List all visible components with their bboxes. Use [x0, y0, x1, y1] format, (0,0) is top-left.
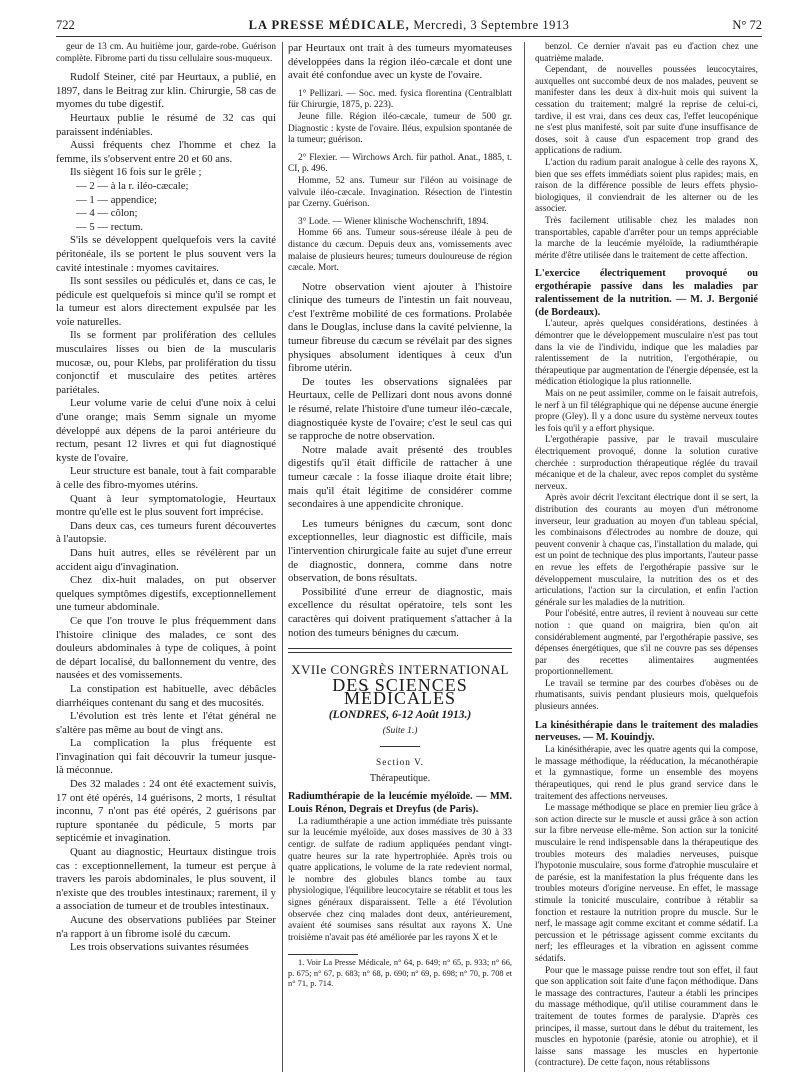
- observation-ref: 3° Lode. — Wiener klinische Wochenschrift, 1894.: [298, 216, 489, 227]
- paragraph: La radiumthérapie a une action immédiate très puissante sur la leucémie myéloïde, aux doses massives de 30 à 33 centigr. de sulfate de radium appliquées pendant vingt-quatre heures sur la rate hypertrophiée. Après trois ou quatre applications, le volume de la rate redevient normal, le nombre des globules blancs tombe au taux physiologique, l'équilibre leucocytaire se rétablit et tous les signes généraux disparaissent. Telle a été l'évolution observée chez cinq malades dont deux, antérieurement, avaient été soumises sans résultat aux rayons X. Une troisième n'avait pas été améliorée par les rayons X et le: [288, 816, 512, 943]
- article-heading: L'exercice électriquement provoqué ou ergothérapie passive dans les maladies par ralentissement de la nutrition. — M. J. Bergonié (de Bordeaux).: [535, 268, 758, 318]
- paragraph: Quant au diagnostic, Heurtaux distingue trois cas : exceptionnellement, la tumeur est perçue à travers les parois abdominales, le plus souvent, il n'existe que des troubles intestinaux; rarement, il y a association de tumeur et de troubles intestinaux.: [56, 846, 276, 913]
- location-list: [56, 180, 276, 234]
- paragraph: Dans huit autres, elles se révélèrent par un accident aigu d'invagination.: [56, 546, 276, 573]
- footnote-rule: [288, 954, 358, 955]
- paragraph: Ils sont sessiles ou pédiculés et, dans ce cas, le pédicule est quelquefois si mince qu'il se rompt et la tumeur est alors directement expulsée par les voie naturelles.: [56, 275, 276, 328]
- paragraph: S'ils se développent quelquefois vers la cavité péritonéale, ils se portent le plus souvent vers la cavité intestinale : myomes cavitaires.: [56, 234, 276, 274]
- paragraph: Leur structure est banale, tout à fait comparable à celle des fibro-myomes utérins.: [56, 465, 276, 491]
- page-header: [56, 16, 762, 36]
- column-divider-2: [524, 42, 525, 1072]
- observation-text: Jeune fille. Région iléo-cæcale, tumeur de 500 gr. Diagnostic : kyste de l'ovaire. Iléus, expulsion spontanée de la tumeur; guérison.: [288, 111, 512, 146]
- paragraph: L'action du radium parait analogue à celle des rayons X, bien que ses effets immédiats soient plus rapides; mais, en raison de la différence possible de leurs effets physio-biologiques, il conviendrait de les alterner ou de les associer.: [535, 157, 758, 215]
- section-rule: [288, 648, 512, 653]
- paragraph: Mais on ne peut assimiler, comme on le faisait autrefois, le nerf à un fil télégraphique qui ne dépense aucune énergie propre (Gley). Il y a donc usure du système nerveux toutes les fois qu'il y a effort physique.: [535, 389, 758, 434]
- paragraph: Dans deux cas, ces tumeurs furent découvertes à l'autopsie.: [56, 519, 276, 546]
- observations-list: [288, 89, 512, 275]
- observation-text: Homme 66 ans. Tumeur sous-séreuse iléale à peu de distance du cæcum. Depuis deux ans, vomissements avec malaise de plusieurs heures; tumeurs douloureuse de région cæcale. Mort.: [288, 228, 512, 274]
- congress-location: (LONDRES, 6-12 Août 1913.): [328, 708, 472, 721]
- running-title: [56, 18, 762, 33]
- footnote: 1. Voir La Presse Médicale, n° 64, p. 649; n° 65, p. 933; n° 66, p. 675; n° 67, p. 683; n° 68, p. 690; n° 69, p. 698; n° 70, p. 708 et n° 71, p. 714.: [288, 958, 512, 989]
- continued-note: (Suite 1.): [382, 725, 418, 736]
- paragraph: par Heurtaux ont trait à des tumeurs myomateuses développées dans la région iléo-cæcale et dont une avait été confondue avec un kyste de l'ovaire.: [288, 42, 512, 82]
- paragraph: L'évolution est très lente et l'état général ne s'altère pas même au bout de vingt ans.: [56, 710, 276, 736]
- article-heading: Radiumthérapie de la leucémie myéloïde. — MM. Louis Rénon, Degrais et Dreyfus (de Paris).: [288, 791, 512, 816]
- paragraph: benzol. Ce dernier n'avait pas eu d'action chez une quatrième malade.: [535, 42, 758, 64]
- page-number: 722: [56, 18, 75, 32]
- section-label: Section V.: [376, 758, 424, 769]
- paragraph: Heurtaux publie le résumé de 32 cas qui paraissent indéniables.: [56, 111, 276, 138]
- paragraph: Les tumeurs bénignes du cæcum, sont donc exceptionnelles, leur diagnostic est difficile, mais l'intervention chirurgicale faite au sujet d'une erreur de diagnostic, donnera, comme dans notre observation, de bons résultats.: [288, 517, 512, 585]
- paragraph: De toutes les observations signalées par Heurtaux, celle de Pellizari dont nous avons donné le résumé, relate l'histoire d'une tumeur iléo-cæcale, diagnostiquée kyste de l'ovaire; c'est le seul cas qui se rapproche de notre observation.: [288, 375, 512, 443]
- column-divider-1: [282, 42, 283, 1072]
- paragraph: Rudolf Steiner, cité par Heurtaux, a publié, en 1897, dans le Beitrag zur klin. Chirurgie, 58 cas de myomes du tube digestif.: [56, 71, 276, 111]
- paragraph: Ce que l'on trouve le plus fréquemment dans l'histoire clinique des malades, ce sont des douleurs abdominales à type de coliques, à point de départ localisé, du ballonnement du ventre, des nausées et des vomissements.: [56, 614, 276, 682]
- congress-subtitle: DES SCIENCES MÉDICALES: [332, 674, 468, 709]
- list-item: — 1 — appendice;: [76, 193, 158, 206]
- paragraph: Notre malade avait présenté des troubles digestifs qu'il était difficile de rattacher à une tumeur cæcale : la fosse iliaque droite était libre; mais qu'il était légitime de considérer comme secondaires à une appendicite chronique.: [288, 443, 512, 511]
- paragraph: L'auteur, après quelques considérations, destinées à démontrer que le développement musculaire n'est pas tout dans la vie de l'individu, indique que les maladies par ralentissement de la nutrition, l'ergothérapie, ou thérapeutique par augmentation de l'énergie dépensée, est la médication étiologique la plus rationnelle.: [535, 319, 758, 388]
- paragraph: Des 32 malades : 24 ont été exactement suivis, 17 ont été opérés, 14 guérisons, 2 morts, 1 résultat inconnu, 7 n'ont pas été opérés, 2 guérisons par rupture spontanée du pédicule, 5 morts par septicémie et invagination.: [56, 778, 276, 845]
- paragraph: Après avoir décrit l'excitant électrique dont il se sert, la distribution des courants au moyen d'un métronome inverseur, leur graduation au moyen d'un tableau spécial, les combinaisons d'électrodes au nombre de douze, qui peuvent convenir à chaque cas, l'installation du malade, qui est un point de technique des plus importants, l'auteur passe en revue les effets de l'ergothérapie passive sur le développement musculaire, la nutrition des os et des articulations, l'action sur la circulation, et enfin l'action générale sur les maladies de la nutrition.: [535, 493, 758, 608]
- paragraph: La constipation est habituelle, avec débâcles diarrhéiques contenant du sang et des mucosités.: [56, 682, 276, 709]
- paragraph: Leur volume varie de celui d'une noix à celui d'une orange; mais Semm signale un myome développé aux dépens de la paroi antérieure du rectum, pesant 12 livres et qui fut diagnostiqué kyste de l'ovaire.: [56, 397, 276, 464]
- paragraph: Cependant, de nouvelles poussées leucocytaires, auxquelles ont succombé deux de nos malades, peuvent se manifester dans les deux à dix-huit mois qui suivent la cessation du traitement; malgré la reprise de celui-ci, tardive, il est vrai, dans ces deux cas, l'effet leucopénique ne s'est plus manifesté, soit par suite d'une insuffisance de doses, soit à cause d'un espacement trop grand des applications de radium.: [535, 65, 758, 157]
- paragraph: Possibilité d'une erreur de diagnostic, mais excellence du résultat opératoire, tels sont les caractères qui doivent pratiquement s'attacher à la notion des tumeurs bénignes du cæcum.: [288, 585, 512, 639]
- paragraph: Ils siègent 16 fois sur le grêle ;: [70, 166, 202, 179]
- congress-title: XVIIe CONGRÈS INTERNATIONAL: [291, 662, 509, 678]
- observation-text: Homme, 52 ans. Tumeur sur l'iléon au voisinage de valvule iléo-cæcale. Invagination. Résection de l'intestin par Czerny. Guérison.: [288, 175, 512, 210]
- article-heading: La kinésithérapie dans le traitement des maladies nerveuses. — M. Kouindjy.: [535, 719, 758, 744]
- divider: [380, 746, 420, 747]
- paragraph: Très facilement utilisable chez les malades non transportables, capable d'arrêter pour un temps appréciable la marche de la leucémie myéloïde, la radiumthérapie mérite d'être utilisée dans le traitement de cette affection.: [535, 215, 758, 261]
- issue-number: N° 72: [732, 18, 762, 32]
- observation-ref: 2° Flexier. — Wirchows Arch. für pathol. Anat., 1885, t. CI, p. 496.: [288, 152, 512, 175]
- observation-ref: 1° Pellizari. — Soc. med. fysica florentina (Centralblatt für Chirurgie, 1875, p. 223).: [288, 88, 512, 111]
- column-3: [535, 42, 758, 1072]
- list-item: — 5 — rectum.: [76, 220, 144, 233]
- paragraph: Les trois observations suivantes résumées: [70, 941, 249, 954]
- list-item: — 4 — côlon;: [76, 207, 138, 220]
- journal-title: LA PRESSE MÉDICALE,: [248, 18, 410, 32]
- section-title: Thérapeutique.: [369, 772, 431, 784]
- paragraph: L'ergothérapie passive, par le travail musculaire électriquement provoqué, donne la solution curative cherchée : surproduction thérapeutique réglée du travail mécanique et de la chaleur, avec repos complet du système nerveux.: [535, 435, 758, 492]
- column-2: [288, 42, 512, 1072]
- paragraph: Aussi fréquents chez l'homme et chez la femme, ils s'observent entre 20 et 60 ans.: [56, 139, 276, 165]
- paragraph: Le massage méthodique se place en premier lieu grâce à son action directe sur le muscle et aussi grâce à son action sur la fibre nerveuse elle-même. Son action sur la tonicité musculaire le rend indispensable dans la thérapeutique des troubles moteurs des maladies nerveuses, puisque l'hypotonie musculaire, sous forme d'atrophie musculaire et de parésie, est la manifestation la plus fréquente dans les troubles moteurs d'origine nerveuse. En effet, le massage stimule la tonicité musculaire, contribue à rétablir sa fonction et restaure la nutrition propre du muscle. Sur le nerf, le massage agit comme excitant et comme sédatif. La percussion et le pétrissage agissent comme excitants du nerf; les effleurages et la vibration en agissent comme sédatifs.: [535, 803, 758, 964]
- paragraph: Ils se forment par prolifération des cellules musculaires lisses ou bien de la muscularis mucosæ, ou, pour Klebs, par prolifération du tissu conjonctif et musculaire des petites artères pariétales.: [56, 329, 276, 396]
- paragraph: La kinésithérapie, avec les quatre agents qui la compose, le massage méthodique, la rééducation, la mécanothérapie et la gymnastique, forme un ensemble des moyens thérapeutiques, qui rend le plus grand service dans le traitement des affections nerveuses.: [535, 745, 758, 802]
- column-1: [56, 42, 276, 1072]
- paragraph: Quant à leur symptomatologie, Heurtaux montre qu'elle est le plus souvent fort imprécise.: [56, 492, 276, 519]
- list-item: — 2 — à la r. iléo-cæcale;: [76, 179, 189, 192]
- paragraph: La complication la plus fréquente est l'invagination qui fait découvrir la tumeur jusque-là méconnue.: [56, 737, 276, 777]
- paragraph: Notre observation vient ajouter à l'histoire clinique des tumeurs de l'intestin un fait nouveau, c'est l'extrême mobilité de ces formations. Prolabée dans le Douglas, incluse dans la cavité pelvienne, la tumeur fibreuse du cæcum se révélait par des signes physiques absolument identiques à ceux d'un fibrome utérin.: [288, 280, 512, 375]
- paragraph: Le travail se termine par des courbes d'obèses ou de rhumatisants, suivis pendant plusieurs mois, quelquefois plusieurs années.: [535, 678, 758, 713]
- issue-date: Mercredi, 3 Septembre 1913: [413, 18, 570, 32]
- paragraph: Chez dix-huit malades, on put observer quelques symptômes digestifs, exceptionnellement une tumeur abdominale.: [56, 574, 276, 614]
- header-rule: [56, 36, 762, 37]
- paragraph: Aucune des observations publiées par Steiner n'a rapport à un fibrome isolé du cæcum.: [56, 914, 276, 940]
- paragraph: geur de 13 cm. Au huitième jour, garde-robe. Guérison complète. Fibrome parti du tissu cellulaire sous-muqueux.: [56, 42, 276, 64]
- paragraph: Pour l'obésité, entre autres, il revient à nouveau sur cette notion : que quand on maigrira, bien qu'on ait considérablement augmenté, par l'ergothérapie passive, ses dépenses énergétiques, que s'il ne couvre pas ses dépenses par des recettes alimentaires augmentées proportionnellement.: [535, 609, 758, 678]
- paragraph: Pour que le massage puisse rendre tout son effet, il faut que son application soit faite d'une façon méthodique. Dans le massage des contractures, l'auteur a établi les principes du massage méthodique, qu'il utilise couramment dans le traitement de toutes formes de paralysie. D'après ces principes, il masse, surtout dans le début du traitement, les muscles en hypotonie (parésie, atonie ou atrophie), et il laisse sans massage les muscles en hypertonie (contracture). De cette façon, nous rétablissons: [535, 965, 758, 1069]
